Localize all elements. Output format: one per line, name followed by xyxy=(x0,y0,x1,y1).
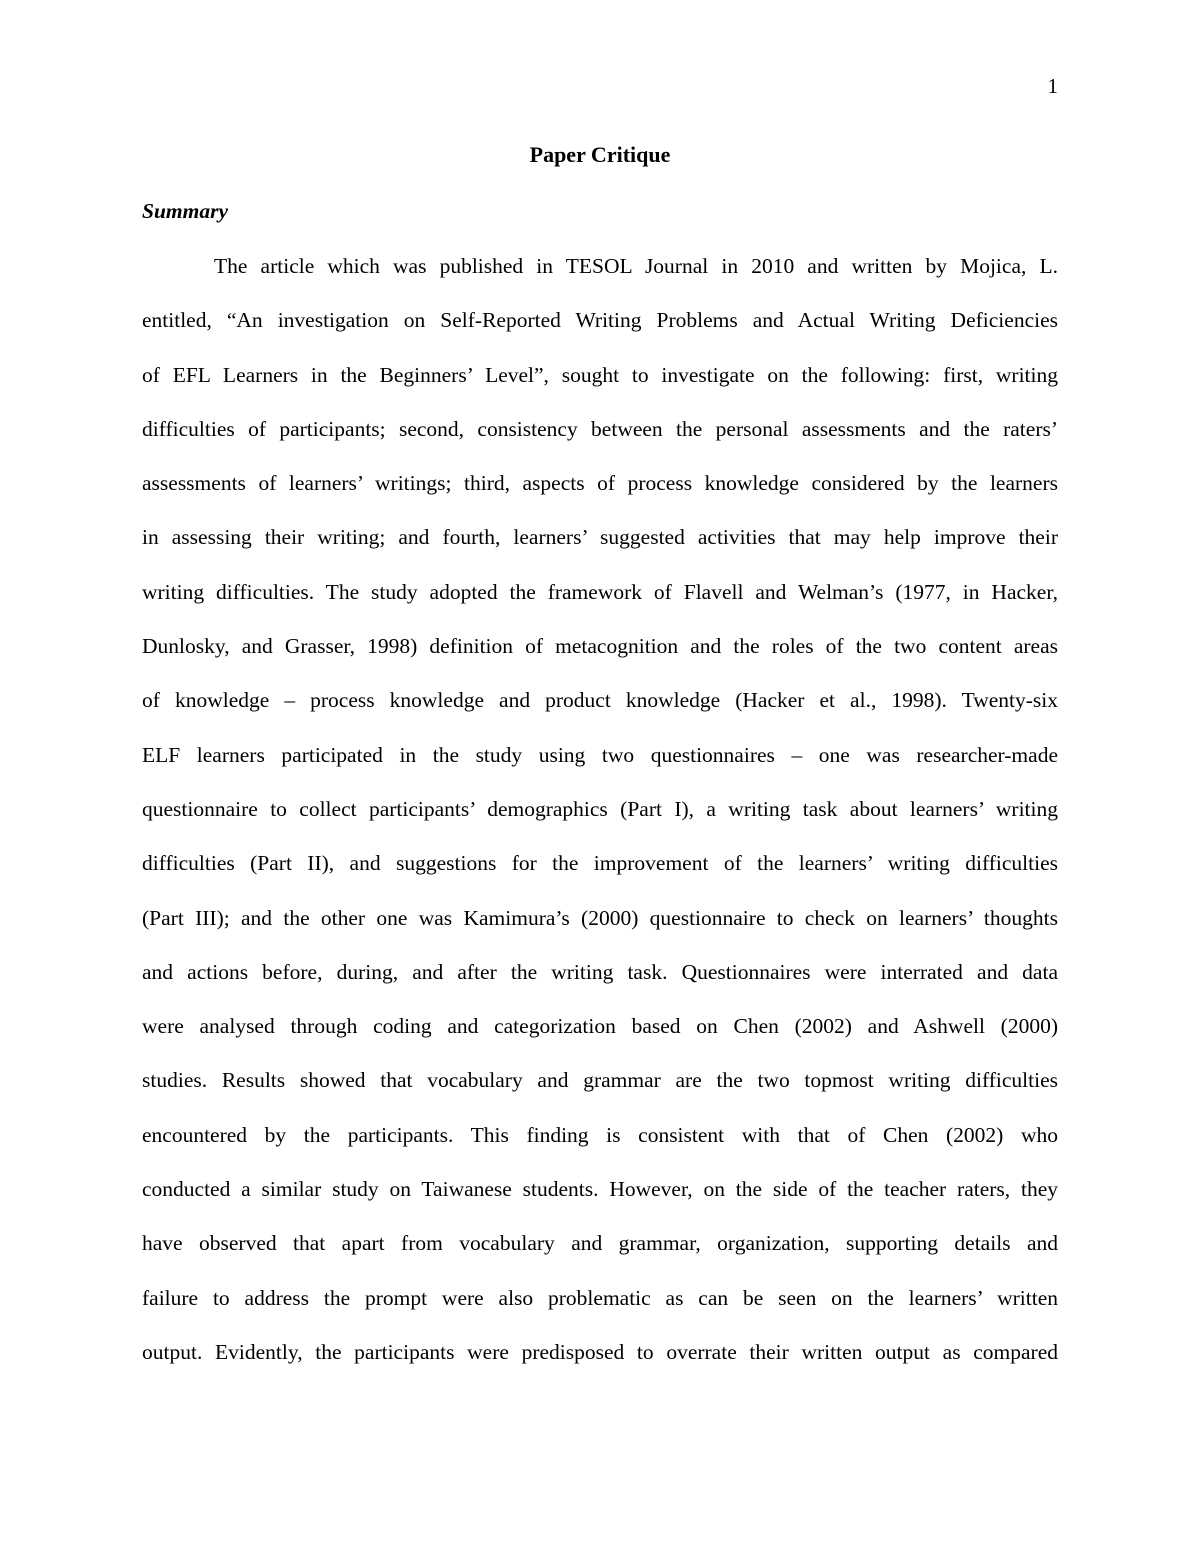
document-title: Paper Critique xyxy=(529,142,671,167)
paragraph-line: have observed that apart from vocabulary and grammar, organization, supporting details and xyxy=(142,1231,1058,1256)
page-number: 1 xyxy=(1047,74,1058,98)
paragraph-line: difficulties of participants; second, consistency between the personal assessments and the raters’ xyxy=(142,416,1058,441)
paragraph-line: output. Evidently, the participants were predisposed to overrate their written output as compared xyxy=(142,1339,1058,1364)
paragraph-line: The article which was published in TESOL Journal in 2010 and written by Mojica, L. xyxy=(214,254,1058,278)
paragraph-line: studies. Results showed that vocabulary and grammar are the two topmost writing difficulties xyxy=(142,1068,1058,1093)
paragraph-line: ELF learners participated in the study using two questionnaires – one was researcher-made xyxy=(142,742,1058,767)
paragraph-line: encountered by the participants. This finding is consistent with that of Chen (2002) who xyxy=(142,1122,1058,1147)
paragraph-line: were analysed through coding and categorization based on Chen (2002) and Ashwell (2000) xyxy=(142,1014,1058,1039)
summary-paragraph xyxy=(142,246,1058,1386)
paragraph-line: writing difficulties. The study adopted the framework of Flavell and Welman’s (1977, in Hacker, xyxy=(142,579,1058,604)
paragraph-line: entitled, “An investigation on Self-Reported Writing Problems and Actual Writing Deficiencies xyxy=(142,308,1058,333)
paragraph-line: (Part III); and the other one was Kamimura’s (2000) questionnaire to check on learners’ thoughts xyxy=(142,905,1058,930)
paragraph-line: and actions before, during, and after the writing task. Questionnaires were interrated and data xyxy=(142,959,1058,984)
paragraph-line: conducted a similar study on Taiwanese students. However, on the side of the teacher raters, they xyxy=(142,1177,1058,1202)
paragraph-line: Dunlosky, and Grasser, 1998) definition of metacognition and the roles of the two content areas xyxy=(142,634,1058,659)
paragraph-line: of EFL Learners in the Beginners’ Level”, sought to investigate on the following: first, writing xyxy=(142,362,1058,387)
section-heading-summary: Summary xyxy=(142,199,229,223)
paragraph-line: assessments of learners’ writings; third, aspects of process knowledge considered by the learners xyxy=(142,471,1058,496)
paragraph-line: questionnaire to collect participants’ demographics (Part I), a writing task about learners’ writing xyxy=(142,796,1058,821)
paragraph-line: difficulties (Part II), and suggestions for the improvement of the learners’ writing difficulties xyxy=(142,851,1058,876)
paragraph-line: of knowledge – process knowledge and product knowledge (Hacker et al., 1998). Twenty-six xyxy=(142,688,1058,713)
paragraph-line: failure to address the prompt were also problematic as can be seen on the learners’ written xyxy=(142,1285,1058,1310)
paragraph-line: in assessing their writing; and fourth, learners’ suggested activities that may help improve their xyxy=(142,525,1058,550)
